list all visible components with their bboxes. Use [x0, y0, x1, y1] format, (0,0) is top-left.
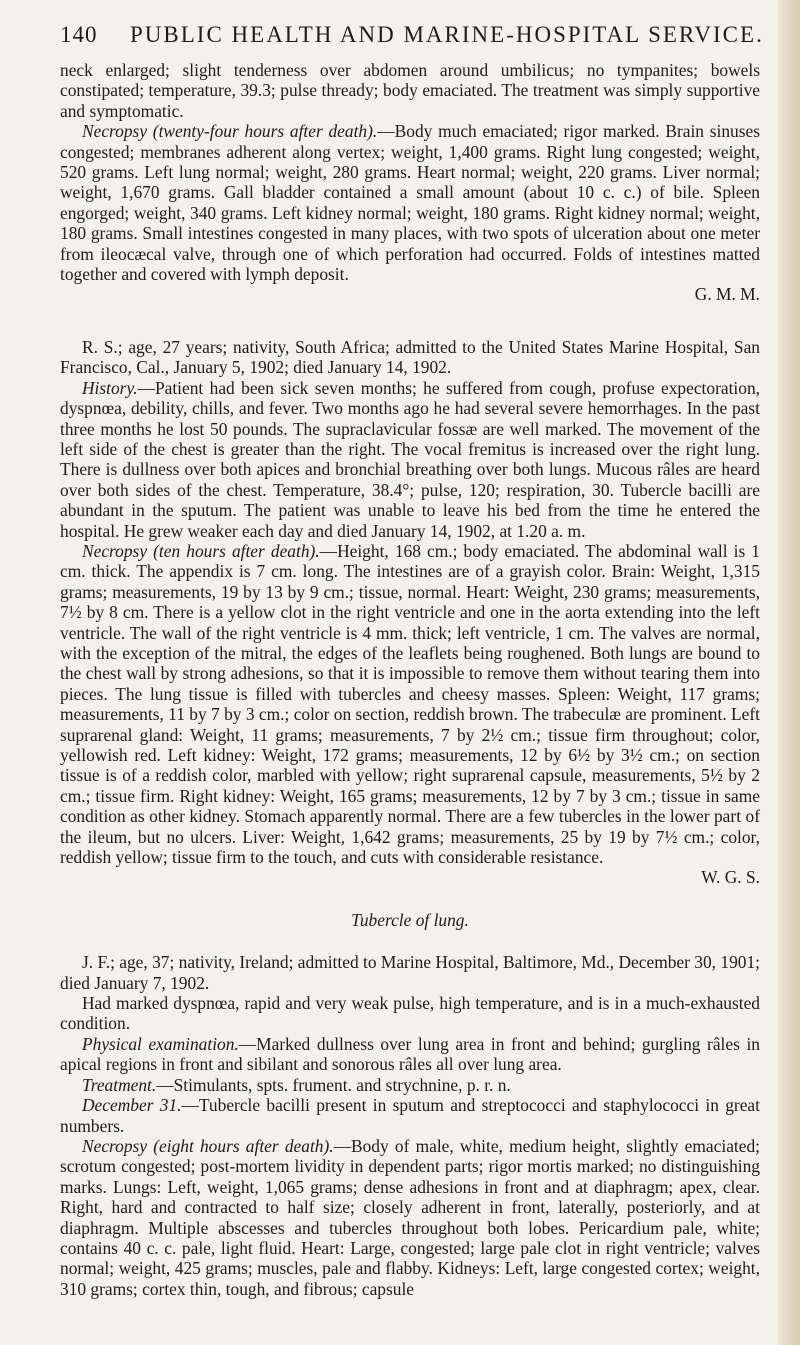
case1-continuation: neck enlarged; slight tenderness over abdomen around umbilicus; no tympanites; bowels constipated; temperature, 39.3; pulse thready; body emaciated. The treatment was simply supportive and symptomatic. [60, 60, 760, 121]
case3-exam-label: Physical examination. [82, 1033, 239, 1054]
case1-necropsy-text: —Body much emaciated; rigor marked. Brain sinuses congested; membranes adherent along vertex; weight, 1,400 grams. Right lung congested; weight, 520 grams. Left lung normal; weight, 280 grams. Heart normal; weight, 220 grams. Liver normal; weight, 1,670 grams. Gall bladder contained a small amount (about 10 c. c.) of bile. Spleen engorged; weight, 340 grams. Left kidney normal; weight, 180 grams. Right kidney normal; weight, 180 grams. Small intestines congested in many places, with two spots of ulceration about one meter from ileocæcal valve, through one of which perforation had occurred. Folds of intestines matted together and covered with lymph deposit. [60, 121, 760, 285]
case3-necropsy [60, 1136, 760, 1299]
case2-necropsy-label: Necropsy (ten hours after death). [82, 540, 320, 561]
case3-december-text: —Tubercle bacilli present in sputum and streptococci and staphylococci in great numbers. [60, 1095, 760, 1136]
case2-history [60, 378, 760, 541]
case3-treatment [60, 1075, 760, 1095]
case3-intro: J. F.; age, 37; nativity, Ireland; admitted to Marine Hospital, Baltimore, Md., December 30, 1901; died January 7, 1902. [60, 952, 760, 993]
case2-intro: R. S.; age, 27 years; nativity, South Africa; admitted to the United States Marine Hospital, San Francisco, Cal., January 5, 1902; died January 14, 1902. [60, 336, 760, 378]
page-number: 140 [60, 22, 98, 47]
case3-necropsy-text: —Body of male, white, medium height, slightly emaciated; scrotum congested; post-mortem lividity in dependent parts; rigor mortis marked; no distinguishing marks. Lungs: Left, weight, 1,065 grams; dense adhesions in front and at diaphragm; apex, clear. Right, hard and contracted to half size; closely adherent in front, laterally, posteriorly, and at diaphragm. Multiple abscesses and tubercles throughout both lobes. Pericardium pale, white; contains 40 c. c. pale, light fluid. Heart: Large, congested; large pale clot in right ventricle; valves normal; weight, 425 grams; muscles, pale and flabby. Kidneys: Left, large congested cortex; weight, 310 grams; cortex thin, tough, and fibrous; capsule [60, 1135, 760, 1299]
case1-signature: G. M. M. [694, 284, 760, 305]
case3-necropsy-label: Necropsy (eight hours after death). [82, 1135, 334, 1156]
case3-condition: Had marked dyspnœa, rapid and very weak pulse, high temperature, and is in a much-exhausted condition. [60, 993, 760, 1034]
case2-history-label: History. [82, 377, 138, 398]
case2-necropsy-text: —Height, 168 cm.; body emaciated. The abdominal wall is 1 cm. thick. The appendix is 7 cm. long. The intestines are of a grayish color. Brain: Weight, 1,315 grams; measurements, 19 by 13 by 9 cm.; tissue, normal. Heart: Weight, 230 grams; measurements, 7½ by 8 cm. There is a yellow clot in the right ventricle and one in the aorta extending into the left ventricle. The wall of the right ventricle is 4 mm. thick; left ventricle, 1 cm. The valves are normal, with the exception of the mitral, the edges of the leaflets being roughened. Both lungs are bound to the chest wall by strong adhesions, so that it is impossible to remove them without tearing them into pieces. The lung tissue is filled with tubercles and cheesy masses. Spleen: Weight, 117 grams; measurements, 11 by 7 by 3 cm.; color on section, reddish brown. The trabeculæ are prominent. Left suprarenal gland: Weight, 11 grams; measurements, 7 by 2½ cm.; tissue firm throughout; color, yellowish red. Left kidney: Weight, 172 grams; measurements, 12 by 6½ by 3½ cm.; on section tissue is of a reddish color, marbled with yellow; right suprarenal capsule, measurements, 5½ by 2 cm.; tissue firm. Right kidney: Weight, 165 grams; measurements, 12 by 7 by 3 cm.; tissue in same condition as other kidney. Stomach apparently normal. There are a few tubercles in the lower part of the ileum, but no ulcers. Liver: Weight, 1,642 grams; measurements, 25 by 19 by 7½ cm.; color, reddish yellow; tissue firm to the touch, and cuts with considerable resistance. [60, 540, 760, 868]
running-header [60, 22, 764, 52]
page-edge [778, 0, 800, 1345]
case2-necropsy [60, 541, 760, 868]
case1-necropsy [60, 121, 760, 284]
case2-history-text: —Patient had been sick seven months; he suffered from cough, profuse expectoration, dyspnœa, debility, chills, and fever. Two months ago he had several severe hemorrhages. In the past three months he lost 50 pounds. The supraclavicular fossæ are well marked. The movement of the left side of the chest is greater than the right. The vocal fremitus is increased over the right lung. There is dullness over both apices and bronchial breathing over both lungs. Mucous râles are heard over both sides of the chest. Temperature, 38.4°; pulse, 120; respiration, 30. Tubercle bacilli are abundant in the sputum. The patient was unable to leave his bed from the time he entered the hospital. He grew weaker each day and died January 14, 1902, at 1.20 a. m. [60, 377, 760, 541]
case3-exam-text: —Marked dullness over lung area in front and behind; gurgling râles in apical regions in front and sibilant and sonorous râles all over lung area. [60, 1033, 760, 1075]
case1-necropsy-label: Necropsy (twenty-four hours after death). [82, 121, 378, 142]
case2-signature: W. G. S. [701, 867, 760, 888]
case3-december [60, 1095, 760, 1136]
case3-treatment-label: Treatment. [82, 1074, 157, 1095]
running-title: PUBLIC HEALTH AND MARINE-HOSPITAL SERVICE. [130, 22, 764, 47]
page-body [60, 60, 760, 1299]
section-title: Tubercle of lung. [351, 909, 469, 930]
case3-exam [60, 1034, 760, 1075]
spacer [60, 319, 760, 337]
case3-december-label: December 31. [82, 1095, 182, 1116]
case3-treatment-text: —Stimulants, spts. frument. and strychnine, p. r. n. [156, 1074, 511, 1095]
